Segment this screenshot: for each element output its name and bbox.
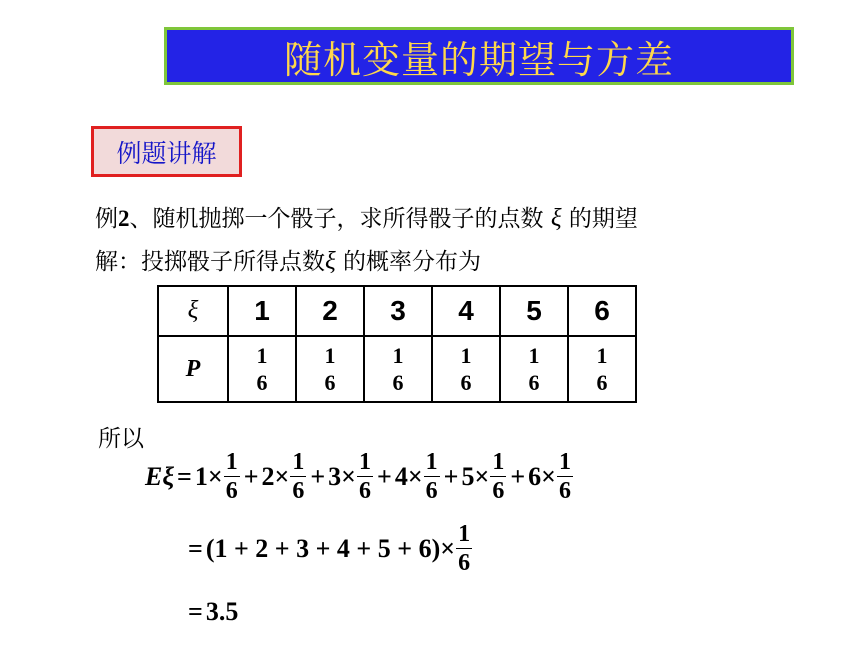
table-cell-value: 5 <box>500 286 568 336</box>
expectation-line-1: Eξ = 1 × $\frac{1}{6}$ + 2 × $\frac{1}{6}$ + 3 × $\frac{1}{6}$ + 4 × $\frac{1}{6}$ + 5 × $\frac{1}{6}$ + 6 × $\frac{1}{6}$ <box>145 449 571 504</box>
problem-text-after: 的期望 <box>568 206 638 232</box>
expectation-line-2: = (1 + 2 + 3 + 4 + 5 + 6) × $\frac{1}{6}$ <box>188 521 471 576</box>
problem-number: 2 <box>118 206 130 231</box>
table-cell-value: 1 <box>228 286 296 336</box>
table-cell-value: 2 <box>296 286 364 336</box>
expectation-line-3: = 3.5 <box>188 597 239 626</box>
section-tag-label: 例题讲解 <box>116 138 217 168</box>
problem-text-before: 、随机抛掷一个骰子，求所得骰子的点数 <box>129 206 544 232</box>
probability-table <box>157 285 637 403</box>
table-cell-prob: 1 6 <box>568 336 636 402</box>
fraction-one-sixth: $\frac{1}{6}$ <box>558 449 571 504</box>
table-cell-prob: 1 6 <box>228 336 296 402</box>
table-row-probabilities <box>158 336 636 402</box>
section-tag <box>91 126 242 177</box>
table-cell-value: 6 <box>568 286 636 336</box>
expectation-result: 3.5 <box>205 597 239 626</box>
solution-suffix: 的概率分布为 <box>343 249 482 275</box>
fraction-one-sixth: $\frac{1}{6}$ <box>425 449 438 504</box>
fraction-one-sixth: $\frac{1}{6}$ <box>359 449 371 504</box>
problem-statement <box>95 200 638 233</box>
table-cell-value: 3 <box>364 286 432 336</box>
expectation-lhs: Eξ <box>145 461 175 491</box>
problem-prefix: 例 <box>95 206 118 232</box>
sum-expression: (1 + 2 + 3 + 4 + 5 + 6) <box>205 533 441 563</box>
table-row-values <box>158 286 636 336</box>
fraction-one-sixth: $\frac{1}{6}$ <box>458 521 471 576</box>
solution-prefix: 解：投掷骰子所得点数 <box>95 249 325 275</box>
title-banner <box>164 27 794 85</box>
table-cell-prob: 1 6 <box>500 336 568 402</box>
table-cell-prob: 1 6 <box>432 336 500 402</box>
fraction-one-sixth: $\frac{1}{6}$ <box>492 449 505 504</box>
table-cell-prob: 1 6 <box>364 336 432 402</box>
xi-symbol: ξ <box>550 205 562 232</box>
page-title: 随机变量的期望与方差 <box>283 37 674 82</box>
fraction-one-sixth: $\frac{1}{6}$ <box>292 449 305 504</box>
table-header-p: P <box>158 336 228 402</box>
xi-symbol: ξ <box>325 248 336 275</box>
solution-statement <box>95 243 481 276</box>
fraction-one-sixth: $\frac{1}{6}$ <box>225 449 238 504</box>
table-header-xi: ξ <box>158 286 228 336</box>
therefore-label: 所以 <box>98 426 144 452</box>
table-cell-prob: 1 6 <box>296 336 364 402</box>
table-cell-value: 4 <box>432 286 500 336</box>
